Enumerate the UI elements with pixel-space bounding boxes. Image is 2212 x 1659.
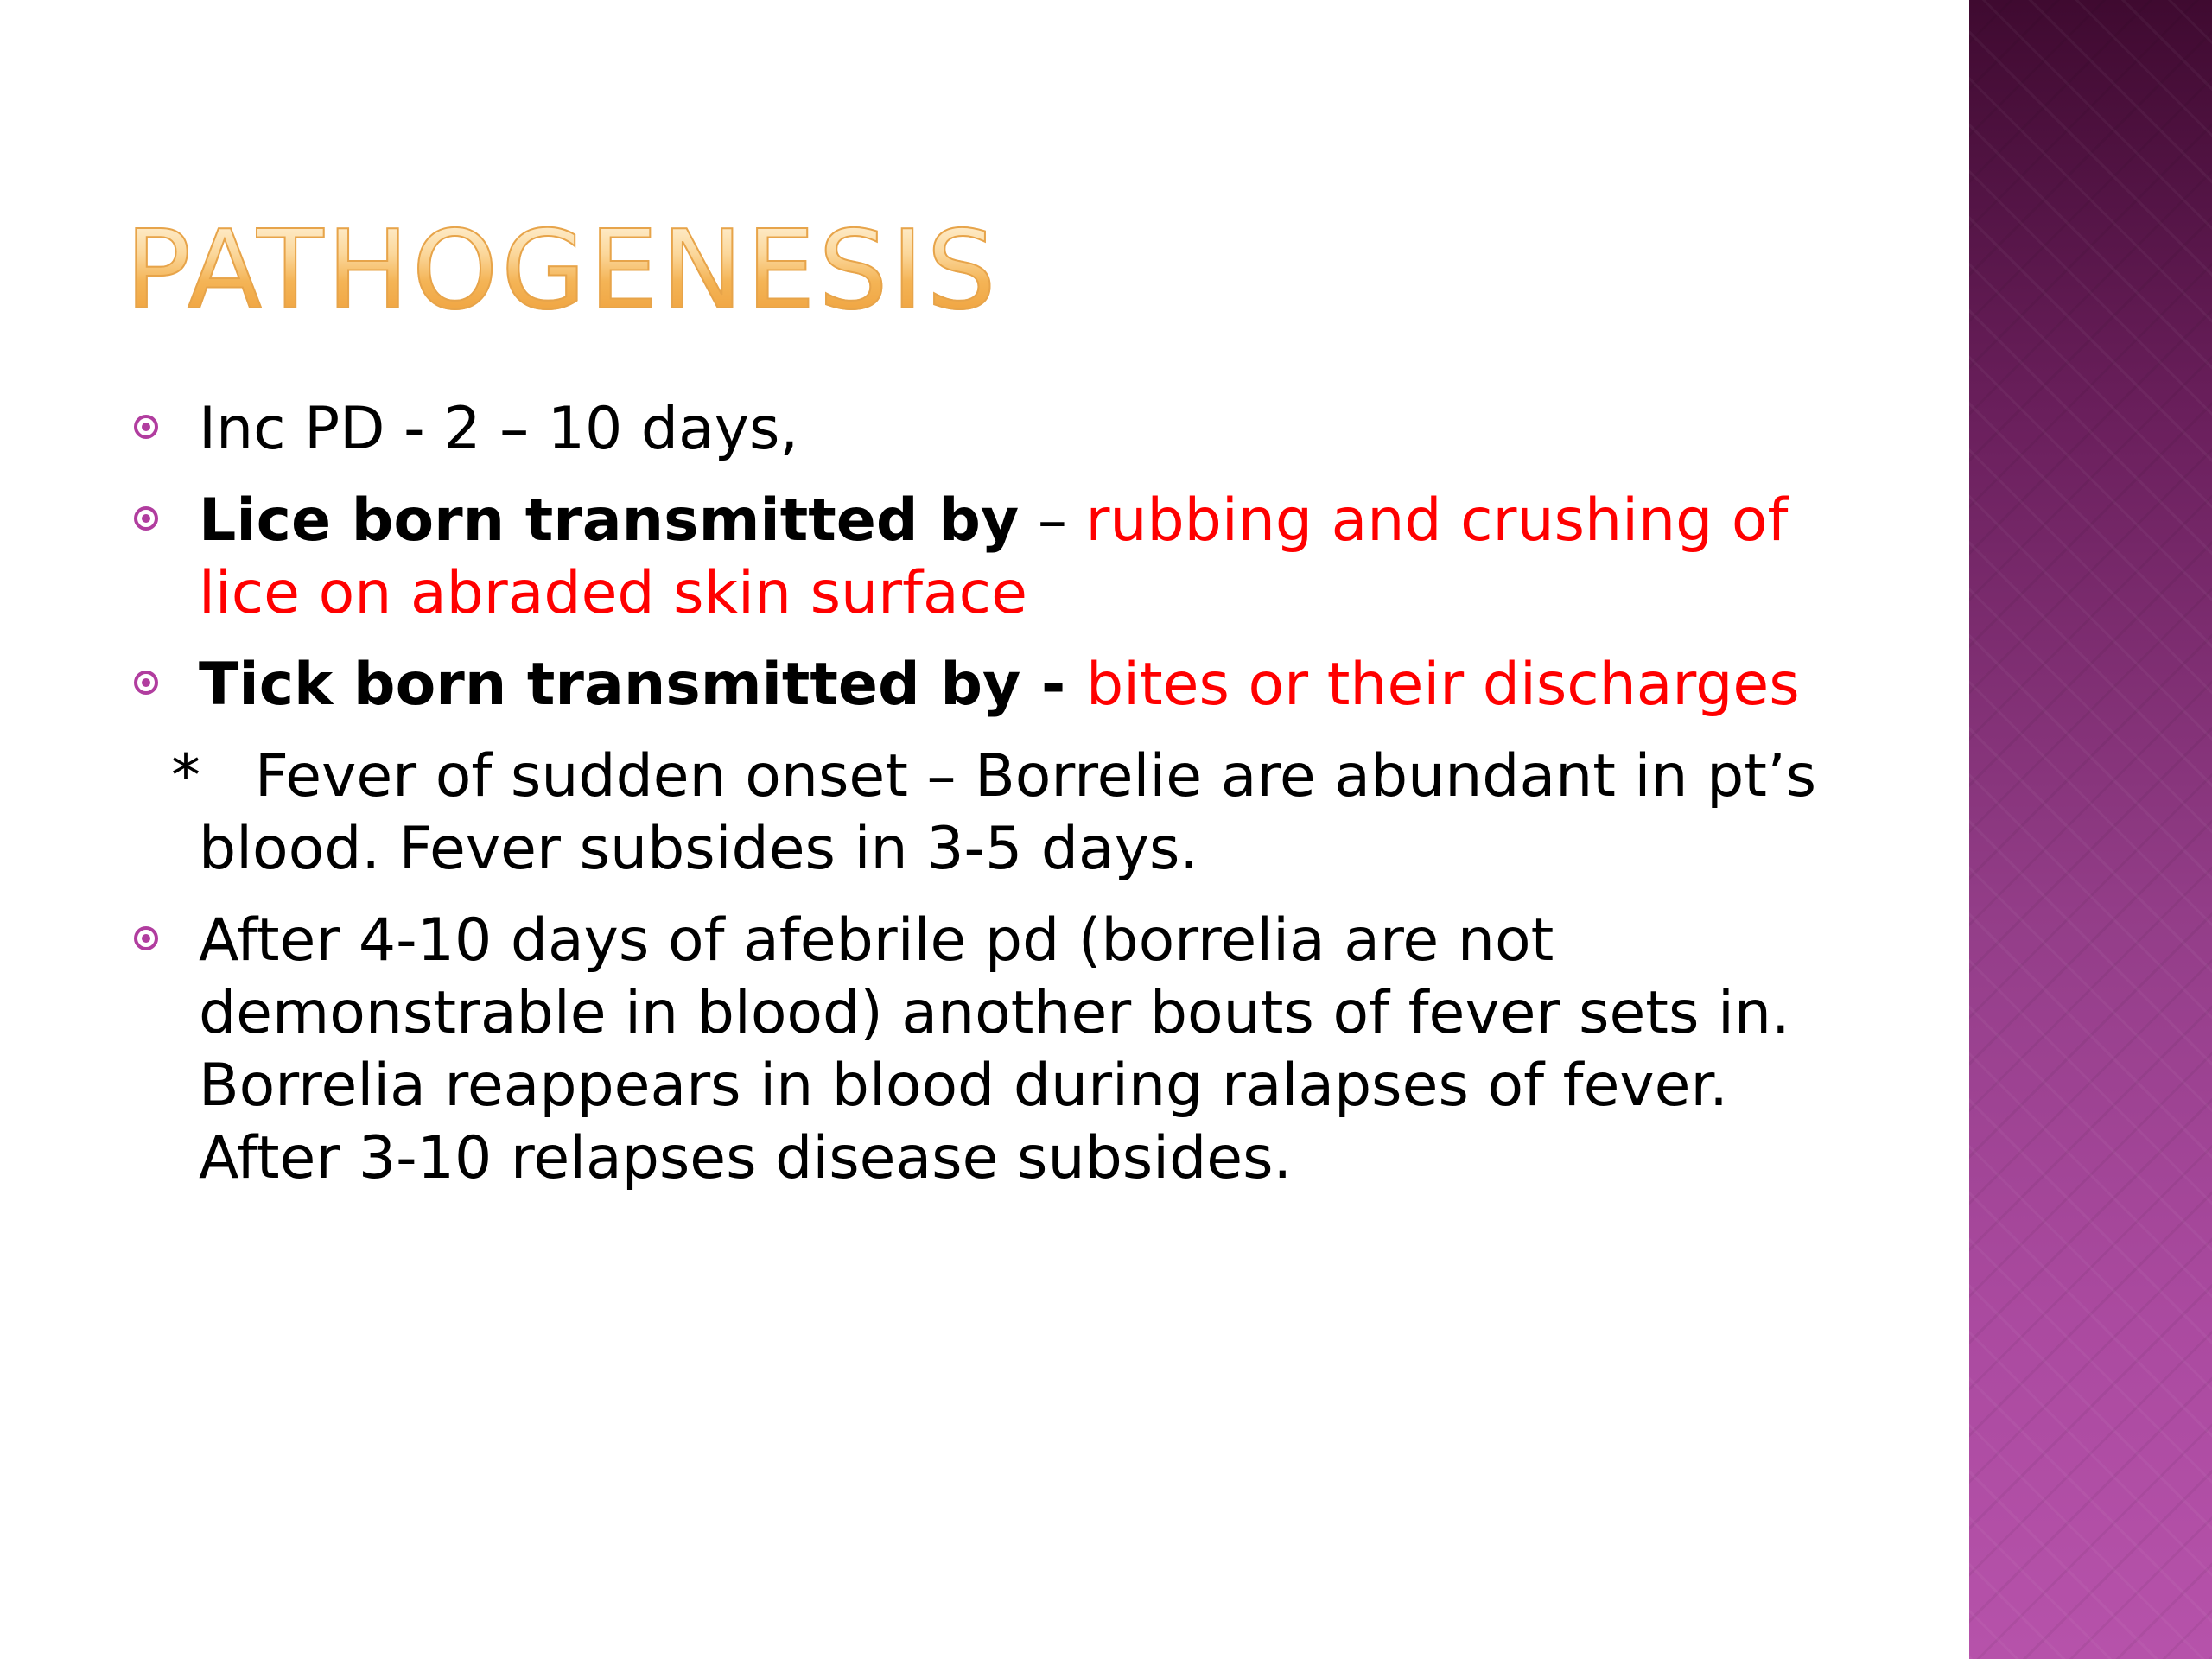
bullet-text: Inc PD - 2 – 10 days, bbox=[199, 395, 799, 463]
sub-item-text: Fever of sudden onset – Borrelie are abundant in pt’s blood. Fever subsides in 3-5 days. bbox=[199, 742, 1835, 883]
bullet-list bbox=[134, 393, 1835, 1214]
bullet-highlight-text: bites or their discharges bbox=[1085, 651, 1800, 719]
circle-bullet-icon bbox=[134, 415, 158, 439]
bullet-bold-label: Tick born transmitted by - bbox=[199, 651, 1086, 719]
bullet-item-relapse bbox=[134, 905, 1827, 1195]
bullet-item-incubation bbox=[134, 393, 1827, 466]
bullet-highlight-text: rubbing and crushing of lice on abraded skin surface bbox=[199, 486, 1789, 627]
bullet-separator: – bbox=[1019, 486, 1086, 555]
bullet-item-tick bbox=[134, 649, 1827, 721]
decorative-sidebar bbox=[1969, 0, 2212, 1659]
sidebar-pattern bbox=[1969, 0, 2212, 1659]
bullet-text: After 4-10 days of afebrile pd (borrelia are not demonstrable in blood) another bouts of fever sets in. Borrelia reappears in blood during ralapses of fever. After 3-10 relapses disease subsides. bbox=[199, 906, 1790, 1192]
sub-item-fever: * Fever of sudden onset – Borrelie are abundant in pt’s blood. Fever subsides in 3-5 days. bbox=[171, 742, 1835, 883]
circle-bullet-icon bbox=[134, 671, 158, 695]
bullet-item-lice bbox=[134, 485, 1827, 630]
circle-bullet-icon bbox=[134, 926, 158, 950]
slide-title: PATHOGENESIS bbox=[125, 207, 1000, 334]
circle-bullet-icon bbox=[134, 506, 158, 531]
bullet-bold-label: Lice born transmitted by bbox=[199, 486, 1020, 555]
